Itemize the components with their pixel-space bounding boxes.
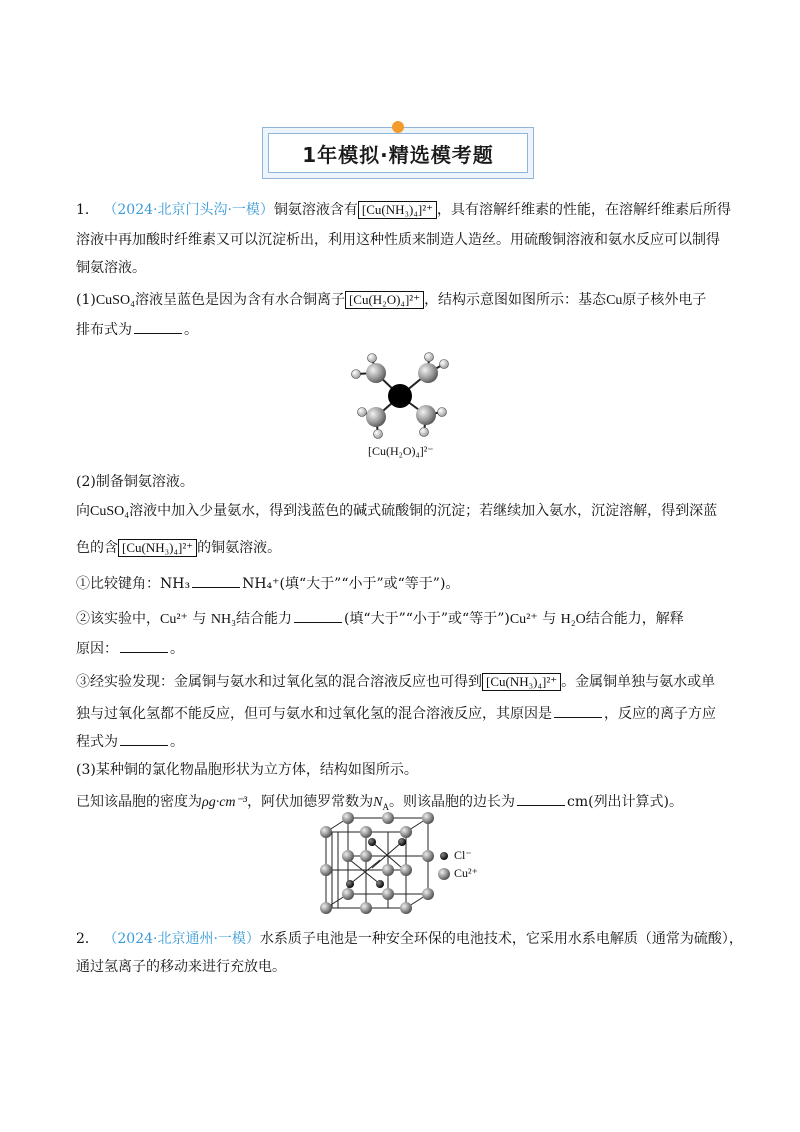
hydrogen-atom	[352, 370, 361, 379]
q1-sub3-line-3	[76, 730, 736, 754]
q1-text: 结合能力	[235, 611, 292, 627]
legend-cl-marker	[440, 852, 448, 860]
q1-text: 溶液中加入少量氨水，得到浅蓝色的碱式硫酸铜的沉淀；若继续加入氨水，沉淀溶解，得到深蓝	[129, 503, 718, 519]
formula-cu2plus: Cu²⁺	[509, 612, 538, 627]
banner-orange-dot	[392, 121, 404, 133]
q1-text: 溶液呈蓝色是因为含有水合铜离子	[134, 292, 345, 308]
formula-cu-nh3-ion: [Cu(NH₃)₄]²⁺	[482, 673, 561, 691]
section-title-banner	[262, 127, 534, 179]
q1-text: 与	[542, 611, 557, 627]
q1-text: 。	[170, 641, 184, 657]
copper-atom	[388, 384, 412, 408]
q1-text: 向	[76, 503, 90, 519]
q1-line-2: 溶液中再加酸时纤维素又可以沉淀析出，利用这种性质来制造人造丝。用硫酸铜溶液和氨水反应可以制得	[76, 232, 720, 248]
answer-blank[interactable]	[120, 731, 168, 746]
formula-cu-h2o-ion: [Cu(H₂O)₄]²⁺	[345, 291, 424, 309]
formula-avogadro: N	[373, 795, 383, 810]
q1-text: 已知该晶胞的密度为	[76, 794, 202, 810]
hydrogen-atom	[425, 353, 434, 362]
q2-line-1	[76, 927, 743, 951]
answer-blank[interactable]	[554, 703, 602, 718]
hydrogen-atom	[440, 360, 449, 369]
legend-cu-marker	[438, 868, 450, 880]
q1-text: 。	[184, 322, 198, 338]
q1-part2-line-1	[76, 499, 736, 524]
hydrogen-atom	[358, 408, 367, 417]
q1-part2-heading: (2)制备铜氨溶液。	[76, 474, 194, 490]
q1-source: （2024·北京门头沟·一模）	[103, 202, 274, 218]
q1-text: 排布式为	[76, 322, 132, 338]
oxygen-atom	[418, 363, 438, 383]
oxygen-atom	[416, 405, 436, 425]
q1-text: NH₄⁺(填“大于”“小于”或“等于”)。	[242, 576, 460, 592]
q1-number: 1．	[76, 202, 99, 218]
formula-nh3: NH₃	[210, 612, 236, 627]
answer-blank[interactable]	[294, 608, 342, 623]
part-label: (1)	[76, 292, 96, 308]
hydrogen-atom	[420, 428, 429, 437]
q1-part1-line-2	[76, 318, 736, 342]
oxygen-atom	[366, 407, 386, 427]
formula-cu-nh3-ion: [Cu(NH₃)₄]²⁺	[358, 201, 437, 219]
q1-sub1	[76, 572, 736, 596]
q1-sub3-line-2	[76, 702, 736, 726]
legend-cu-label: Cu²⁺	[454, 866, 478, 880]
q1-text: 程式为	[76, 734, 118, 750]
q1-text: ③经实验发现：金属铜与氨水和过氧化氢的混合溶液反应也可得到	[76, 674, 482, 690]
figure1-caption: [Cu(H₂O)₄]²⁻	[368, 444, 434, 458]
q1-text: 结合能力，解释	[585, 611, 684, 627]
hydrogen-atom	[374, 430, 383, 439]
q1-text: ，具有溶解纤维素的性能，在溶解纤维素后所得	[437, 202, 731, 218]
section-title: 1年模拟·精选模考题	[302, 143, 494, 167]
hydrogen-atom	[368, 354, 377, 363]
q1-text: 独与过氧化氢都不能反应，但可与氨水和过氧化氢的混合溶液反应，其原因是	[76, 706, 552, 722]
q1-text: ，反应的离子方应	[604, 706, 716, 722]
legend-cl-label: Cl⁻	[454, 848, 472, 862]
hydrogen-atom	[438, 408, 447, 417]
answer-blank[interactable]	[192, 573, 240, 588]
answer-blank[interactable]	[134, 319, 182, 334]
q1-text: 原子核外电子	[622, 292, 707, 308]
q1-part2-line-2	[76, 536, 736, 560]
cell-edges	[326, 818, 428, 908]
q1-text: 。则该晶胞的边长为	[388, 794, 515, 810]
formula-cuso4: CuSO₄	[95, 293, 135, 308]
formula-density: ρg·cm⁻³	[202, 795, 248, 810]
q1-text: ，结构示意图如图所示：基态	[424, 292, 607, 308]
q1-text: 色的含	[76, 540, 118, 556]
q1-line-1	[76, 198, 736, 222]
q2-line-2: 通过氢离子的移动来进行充放电。	[76, 959, 286, 975]
formula-h2o: H₂O	[560, 612, 586, 627]
q1-text: 。	[170, 734, 184, 750]
q1-text: 与	[192, 611, 207, 627]
crystal-cell-figure	[312, 812, 492, 918]
q1-sub2-line-2	[76, 637, 736, 661]
q1-part3-heading: (3)某种铜的氯化物晶胞形状为立方体，结构如图所示。	[76, 762, 418, 778]
q2-number: 2．	[76, 931, 99, 947]
q1-sub3-line-1	[76, 670, 736, 694]
answer-blank[interactable]	[517, 791, 565, 806]
oxygen-atom	[366, 363, 386, 383]
q1-part1-line-1	[76, 288, 736, 313]
answer-blank[interactable]	[120, 638, 168, 653]
q1-text: cm(列出计算式)。	[566, 794, 684, 810]
formula-avogadro-subscript: A	[382, 801, 389, 812]
formula-cu: Cu	[606, 293, 623, 308]
q2-source: （2024·北京通州·一模）	[103, 931, 260, 947]
q1-text: (填“大于”“小于”或“等于”)	[343, 611, 510, 627]
q1-text: 原因：	[76, 641, 118, 657]
formula-cu2plus: Cu²⁺	[160, 612, 188, 627]
formula-cuso4: CuSO₄	[90, 504, 130, 519]
q1-text: ①比较键角：NH₃	[76, 576, 191, 592]
q1-text: ②该实验中，	[76, 611, 160, 627]
q1-sub2-line-1	[76, 607, 736, 632]
q1-text: 铜氨溶液含有	[273, 202, 358, 218]
q1-text: 。金属铜单独与氨水或单	[561, 674, 716, 690]
q1-line-3: 铜氨溶液。	[76, 260, 146, 276]
q1-text: 的铜氨溶液。	[197, 540, 282, 556]
q2-text: 水系质子电池是一种安全环保的电池技术，它采用水系电解质（通常为硫酸），	[259, 931, 743, 947]
q1-text: ，阿伏加德罗常数为	[247, 794, 374, 810]
formula-cu-nh3-ion: [Cu(NH₃)₄]²⁺	[118, 539, 197, 557]
